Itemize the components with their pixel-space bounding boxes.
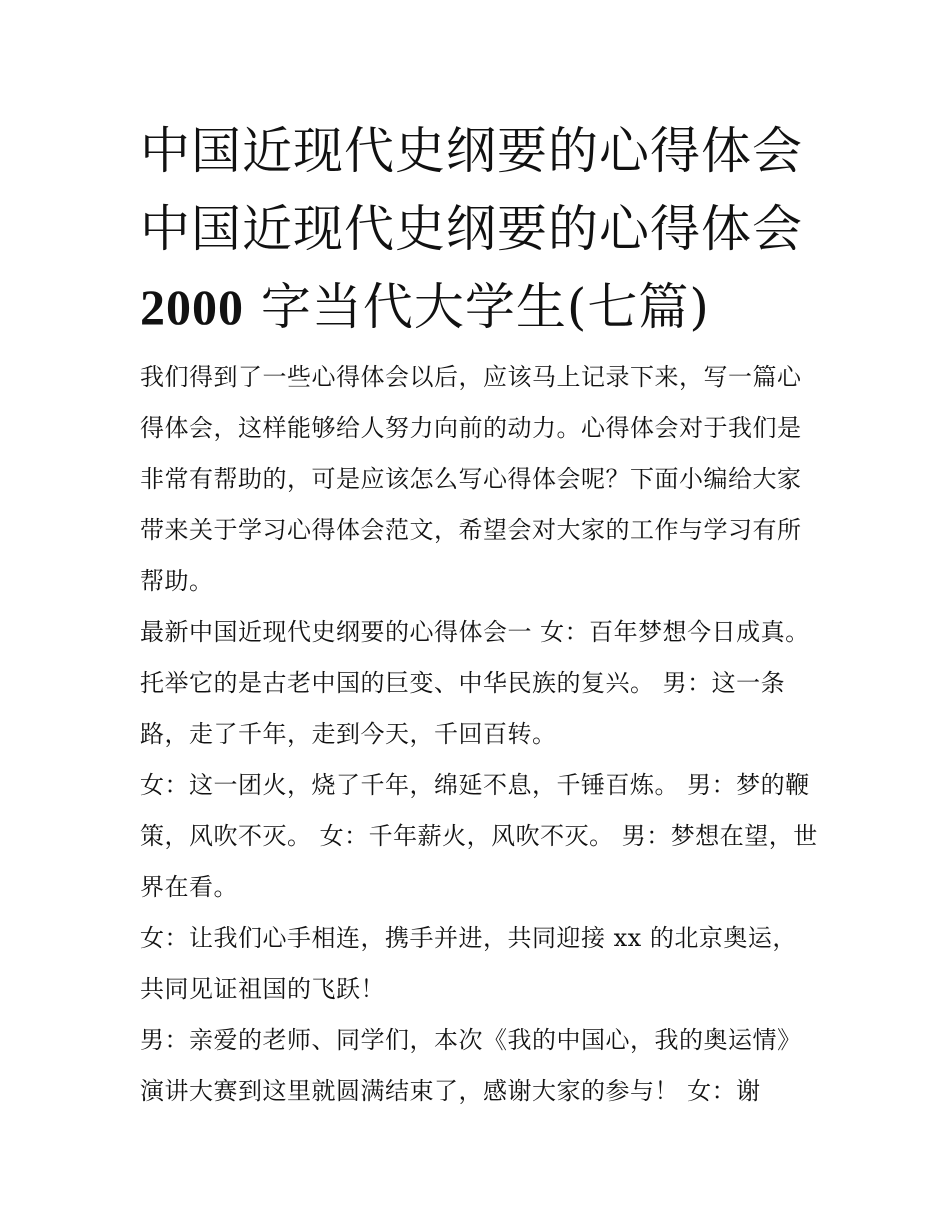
paragraph-2: 女：这一团火，烧了千年，绵延不息，千锤百炼。 男：梦的鞭策，风吹不灭。 女：千年薪火，风吹不灭。 男：梦想在望，世界在看。 (140, 771, 818, 901)
paragraph-4: 男：亲爱的老师、同学们，本次《我的中国心，我的奥运情》演讲大赛到这里就圆满结束了，感谢大家的参与！ 女：谢 (140, 1026, 802, 1105)
paragraph-3: 女：让我们心手相连，携手并进，共同迎接 xx 的北京奥运，共同见证祖国的飞跃！ (140, 924, 797, 1003)
document-body (140, 112, 820, 1117)
paragraph-1: 最新中国近现代史纲要的心得体会一 女：百年梦想今日成真。托举它的是古老中国的巨变、中华民族的复兴。 男：这一条路，走了千年，走到今天，千回百转。 (140, 618, 810, 748)
paragraph-intro: 我们得到了一些心得体会以后，应该马上记录下来，写一篇心得体会，这样能够给人努力向前的动力。心得体会对于我们是非常有帮助的，可是应该怎么写心得体会呢？下面小编给大家带来关于学习心得体会范文，希望会对大家的工作与学习有所帮助。 (140, 363, 802, 595)
title-line-2: 中国近现代史纲要的心得体会 (140, 200, 803, 258)
document-title (140, 112, 820, 346)
title-line-1: 中国近现代史纲要的心得体会 (140, 122, 803, 180)
title-line-3-text: 字当代大学生(七篇) (244, 278, 710, 336)
title-line-3-number: 2000 (140, 279, 244, 335)
